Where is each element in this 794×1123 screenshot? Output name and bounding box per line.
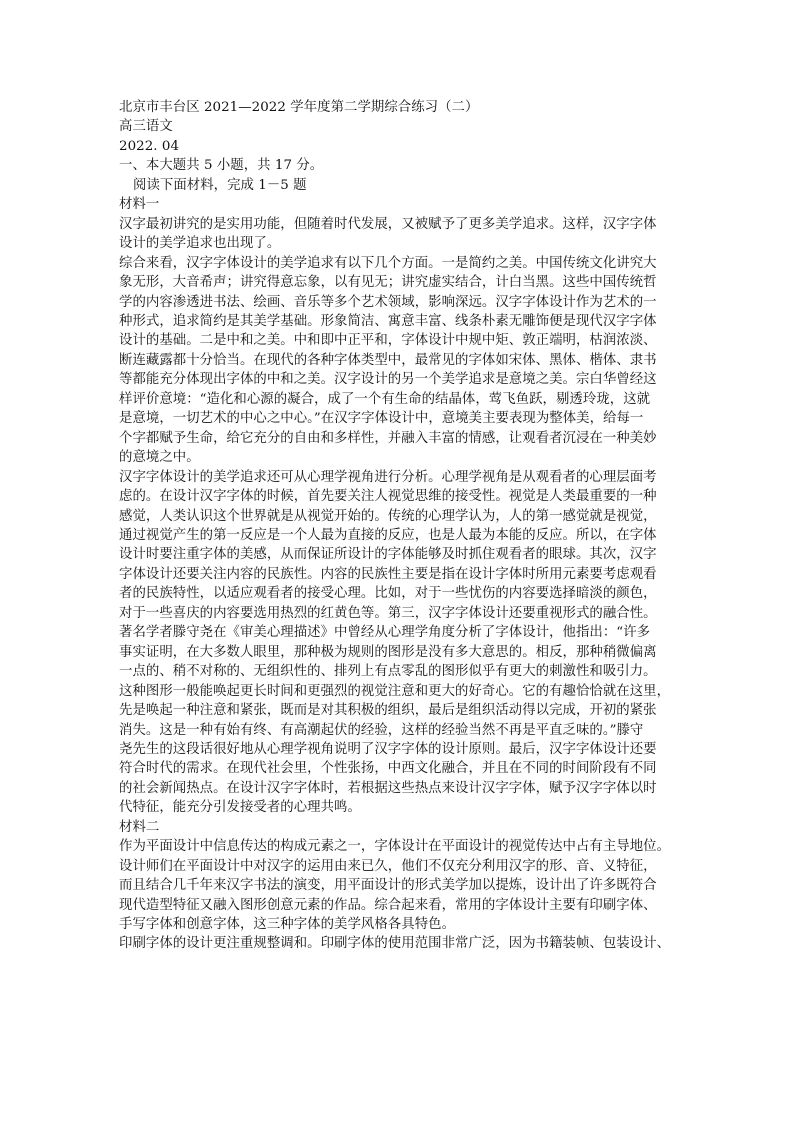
text-line: 设计师们在平面设计中对汉字的运用由来已久，他们不仅充分利用汉字的形、音、义特征，: [119, 858, 657, 874]
text-line: 符合时代的需求。在现代社会里，个性张扬，中西文化融合，并且在不同的时间阶段有不同: [119, 761, 657, 777]
text-line: 虑的。在设计汉字字体的时候，首先要关注人视觉思维的接受性。视觉是人类最重要的一种: [119, 489, 657, 505]
text-line: 先是唤起一种注意和紧张，既而是对其积极的组织，最后是组织活动得以完成，开初的紧张: [119, 703, 657, 719]
text-line: 样评价意境：“造化和心源的凝合，成了一个有生命的结晶体，莺飞鱼跃，剔透玲珑，这就: [119, 391, 651, 407]
text-line: 通过视觉产生的第一反应是一个人最为直接的反应，也是人最为本能的反应。所以，在字体: [119, 527, 657, 543]
text-line: 等都能充分体现出字体的中和之美。汉字设计的另一个美学追求是意境之美。宗白华曾经这: [119, 372, 657, 388]
text-line: 字体设计还要关注内容的民族性。内容的民族性主要是指在设计字体时所用元素要考虑观看: [119, 566, 657, 582]
text-line: 现代造型特征又融入图形创意元素的作品。综合起来看，常用的字体设计主要有印刷字体、: [119, 897, 657, 913]
text-line: 汉字字体设计的美学追求还可从心理学视角进行分析。心理学视角是从观看者的心理层面考: [119, 469, 657, 485]
text-line: 尧先生的这段话很好地从心理学视角说明了汉字字体的设计原则。最后，汉字字体设计还要: [119, 741, 657, 757]
material-2-text: [119, 837, 681, 954]
subject-label: 高三语文: [119, 119, 173, 135]
text-line: 感觉，人类认识这个世界就是从视觉开始的。传统的心理学认为，人的第一感觉就是视觉，: [119, 508, 657, 524]
text-line: 事实证明，在大多数人眼里，那种极为规则的图形是没有多大意思的。相反，那种稍微偏离: [119, 644, 657, 660]
text-line: 手写字体和创意字体，这三种字体的美学风格各具特色。: [119, 917, 456, 933]
text-line: 设计时要注重字体的美感，从而保证所设计的字体能够及时抓住观看者的眼球。其次，汉字: [119, 547, 657, 563]
exam-date: 2022. 04: [119, 138, 180, 154]
text-line: 印刷字体的设计更注重规整调和。印刷字体的使用范围非常广泛，因为书籍装帧、包装设计、: [119, 936, 671, 952]
text-line: 这种图形一般能唤起更长时间和更强烈的视觉注意和更大的好奇心。它的有趣恰恰就在这里，: [119, 683, 671, 699]
material-2-heading: 材料二: [119, 819, 160, 835]
text-line: 断连藏露都十分恰当。在现代的各种字体类型中，最常见的字体如宋体、黑体、楷体、隶书: [119, 352, 657, 368]
text-line: 消失。这是一种有始有终、有高潮起伏的经验，这样的经验当然不再是平直乏味的。”滕守: [119, 722, 644, 738]
reading-instruction: 阅读下面材料，完成 1－5 题: [133, 177, 307, 193]
text-line: 著名学者滕守尧在《审美心理描述》中曾经从心理学角度分析了字体设计，他指出：“许多: [119, 625, 651, 641]
material-1-heading: 材料一: [119, 197, 160, 213]
text-line: 是意境，一切艺术的中心之中心。”在汉字字体设计中，意境美主要表现为整体美，给每一: [119, 411, 644, 427]
document-body: [119, 98, 681, 954]
material-1-text: [119, 215, 681, 818]
text-line: 汉字最初讲究的是实用功能，但随着时代发展，又被赋予了更多美学追求。这样，汉字字体: [119, 216, 657, 232]
text-line: 的社会新闻热点。在设计汉字字体时，若根据这些热点来设计汉字字体，赋予汉字字体以时: [119, 780, 657, 796]
text-line: 而且结合几千年来汉字书法的演变，用平面设计的形式美学加以提炼，设计出了许多既符合: [119, 878, 657, 894]
text-line: 一点的、稍不对称的、无组织性的、排列上有点零乱的图形似乎有更大的刺激性和吸引力。: [119, 664, 657, 680]
text-line: 种形式，追求简约是其美学基础。形象简洁、寓意丰富、线条朴素无雕饰便是现代汉字字体: [119, 313, 657, 329]
text-line: 个字都赋予生命，给它充分的自由和多样性，并融入丰富的情感，让观看者沉浸在一种美妙: [119, 430, 657, 446]
exam-title: 北京市丰台区 2021—2022 学年度第二学期综合练习（二）: [119, 100, 479, 115]
text-line: 学的内容渗透进书法、绘画、音乐等多个艺术领域，影响深远。汉字字体设计作为艺术的一: [119, 294, 657, 310]
text-line: 对于一些喜庆的内容要选用热烈的红黄色等。第三，汉字字体设计还要重视形式的融合性。: [119, 605, 657, 621]
text-line: 的意境之中。: [119, 450, 200, 466]
text-line: 综合来看，汉字字体设计的美学追求有以下几个方面。一是简约之美。中国传统文化讲究大: [119, 255, 657, 271]
text-line: 设计的基础。二是中和之美。中和即中正平和，字体设计中规中矩、敦正端明，枯润浓淡、: [119, 333, 657, 349]
text-line: 作为平面设计中信息传达的构成元素之一，字体设计在平面设计的视觉传达中占有主导地位。: [119, 839, 671, 855]
section-heading: 一、本大题共 5 小题，共 17 分。: [119, 158, 324, 174]
text-line: 象无形，大音希声；讲究得意忘象，以有见无；讲究虚实结合，计白当黑。这些中国传统哲: [119, 275, 657, 291]
text-line: 设计的美学追求也出现了。: [119, 236, 281, 252]
text-line: 者的民族特性，以适应观看者的接受心理。比如，对于一些忧伤的内容要选择暗淡的颜色，: [119, 586, 657, 602]
text-line: 代特征，能充分引发接受者的心理共鸣。: [119, 800, 361, 816]
